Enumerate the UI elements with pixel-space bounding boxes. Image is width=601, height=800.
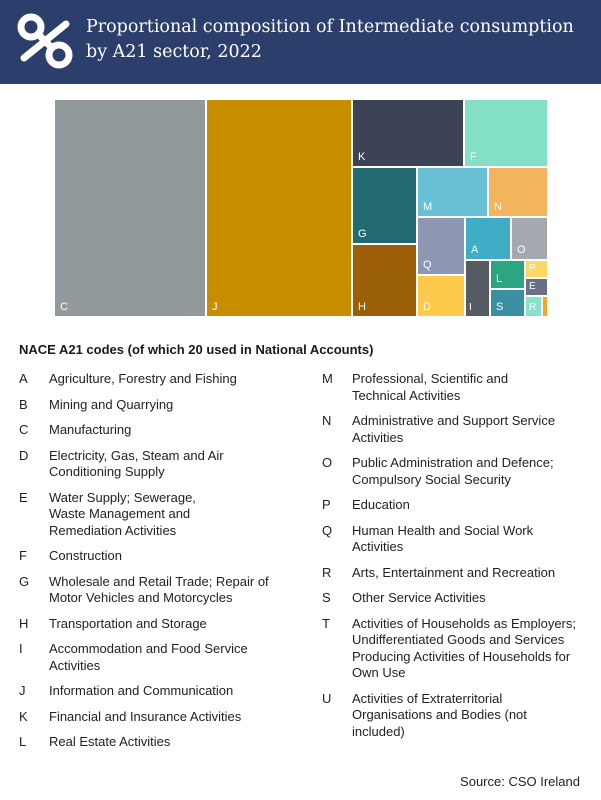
treemap-tile-l [490,260,525,289]
legend-item-l [19,734,309,751]
legend-item-q [322,523,572,556]
legend-code: T [322,615,330,631]
legend-item-e [19,490,229,540]
legend-code: P [322,497,331,512]
treemap-tile-o [511,217,548,260]
treemap-tile-g [352,167,417,244]
treemap-tile-c [54,99,206,317]
legend-text: Human Health and Social Work Activities [352,522,534,554]
legend-code: R [322,564,332,580]
legend-item-k [19,709,309,726]
legend-item-j [19,683,309,700]
legend-text: Electricity, Gas, Steam and Air Conditioning Supply [49,447,224,479]
legend-text: Information and Communication [49,683,234,698]
treemap-tile-label: G [358,228,367,240]
treemap-tile-q [417,217,465,275]
treemap-tile-j [206,99,352,317]
legend-code: B [19,396,28,412]
legend-item-c [19,422,309,439]
treemap-tile-t [542,296,548,317]
legend-text: Education [352,497,410,512]
treemap-tile-label: E [529,281,536,292]
treemap-tile-label: Q [423,259,432,271]
legend-code: E [19,489,28,505]
treemap-tile-p [525,260,548,278]
treemap-tile-label: N [494,201,502,213]
header-banner [0,0,601,84]
legend-item-m [322,371,542,404]
treemap-tile-e [525,278,548,296]
legend-item-u [322,691,542,741]
treemap-tile-label: D [423,301,431,313]
treemap-tile-label: C [60,301,68,313]
legend-item-h [19,616,309,633]
legend-item-r [322,565,592,582]
legend-text: Manufacturing [49,422,132,437]
legend-title: NACE A21 codes (of which 20 used in National Accounts) [19,342,374,357]
treemap-tile-label: M [423,201,433,213]
treemap-tile-label: L [496,273,503,285]
legend-column-right [322,371,592,740]
treemap-tile-label: F [470,151,477,163]
legend-code: J [19,683,26,698]
treemap-tile-label: K [358,151,366,163]
legend-text: Other Service Activities [352,590,486,605]
treemap-tile-label: I [469,302,472,313]
treemap-tile-label: P [529,263,536,274]
treemap-tile-label: O [517,244,526,256]
legend-text: Transportation and Storage [49,615,207,631]
treemap-tile-k [352,99,464,167]
legend-code: U [322,690,332,706]
legend-code: D [19,447,29,463]
legend-item-d [19,448,249,481]
legend-text: Wholesale and Retail Trade; Repair of Motor Vehicles and Motorcycles [49,573,269,605]
legend-item-b [19,397,309,414]
legend-item-p [322,497,592,514]
legend-code: A [19,371,28,386]
treemap-tile-f [464,99,548,167]
legend-item-o [322,455,592,488]
source-note: Source: CSO Ireland [460,774,580,789]
legend-code: M [322,371,333,386]
treemap-tile-label: H [358,301,366,313]
treemap-tile-i [465,260,490,317]
treemap-tile-r [525,296,542,317]
treemap-tile-label: S [496,301,504,313]
legend-code: S [322,590,331,605]
legend-item-s [322,590,592,607]
legend-text: Activities of Households as Employers; Undifferentiated Goods and Services Producing Activities of Households for Own Use [352,615,576,680]
treemap-tile-n [488,167,548,217]
legend-code: I [19,641,23,656]
legend-text: Water Supply; Sewerage, Waste Management and Remediation Activities [49,489,196,538]
legend-text: Activities of Extraterritorial Organisations and Bodies (not included) [352,690,527,739]
legend-text: Accommodation and Food Service Activities [49,641,248,673]
treemap-tile-s [490,289,525,317]
legend-code: N [322,413,332,428]
legend-item-a [19,371,309,388]
legend-text: Arts, Entertainment and Recreation [352,564,556,580]
legend-text: Mining and Quarrying [49,396,174,412]
treemap-tile-a [465,217,511,260]
treemap-tile-m [417,167,488,217]
legend-column-left [19,371,309,751]
legend-code: H [19,615,29,631]
legend-text: Financial and Insurance Activities [49,708,242,724]
legend-text: Professional, Scientific and Technical Activities [352,371,509,403]
legend-code: L [19,734,27,749]
treemap-tile-h [352,244,417,317]
chart-title: Proportional composition of Intermediate consumption by A21 sector, 2022 [86,17,574,62]
legend-code: Q [322,522,333,538]
legend-code: K [19,708,28,724]
treemap-chart [54,99,548,317]
legend-code: F [19,548,27,563]
legend-text: Construction [49,548,122,563]
treemap-tile-label: J [212,301,218,313]
cso-logo-icon [14,10,76,72]
legend-item-t [322,616,592,682]
legend-code: G [19,573,30,589]
legend-item-i [19,641,299,674]
treemap-tile-d [417,275,465,317]
legend-code: C [19,422,29,437]
legend-code: O [322,455,333,470]
legend-item-g [19,574,299,607]
legend-text: Agriculture, Forestry and Fishing [49,371,237,386]
legend-text: Real Estate Activities [49,734,171,749]
legend-text: Administrative and Support Service Activities [352,413,556,445]
legend-item-f [19,548,309,565]
legend-text: Public Administration and Defence; Compulsory Social Security [352,455,554,487]
treemap-tile-label: R [529,302,537,313]
legend-item-n [322,413,592,446]
treemap-tile-label: A [471,244,479,256]
